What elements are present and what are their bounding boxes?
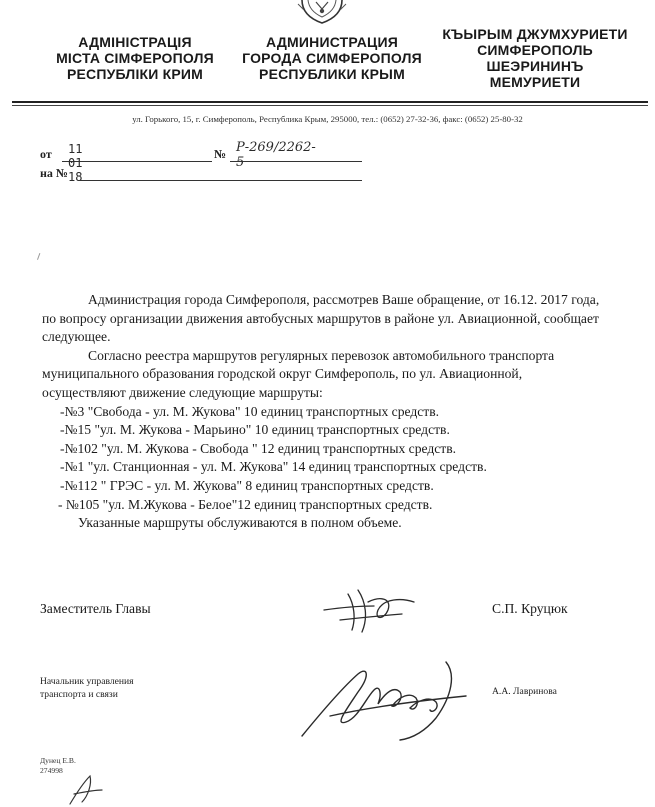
letterhead-russian bbox=[232, 34, 432, 82]
letterhead-divider-thin bbox=[12, 105, 648, 106]
route-item: - №105 "ул. М.Жукова - Белое"12 единиц транспортных средств. bbox=[58, 496, 433, 512]
route-item: -№1 "ул. Станционная - ул. М. Жукова" 14 единиц транспортных средств. bbox=[60, 459, 487, 475]
closing-paragraph: Указанные маршруты обслуживаются в полном объеме. bbox=[78, 515, 402, 531]
head-name: А.А. Лавринова bbox=[492, 686, 557, 697]
route-item: -№15 "ул. М. Жукова - Марьино" 10 единиц транспортных средств. bbox=[60, 422, 450, 438]
registry-paragraph: Согласно реестра маршрутов регулярных перевозок автомобильного транспорта муниципального образования городской округ Симферополь, по ул. Авиационной, осуществляют движение следующие маршруты: bbox=[42, 347, 555, 400]
letterhead-crimean-tatar bbox=[440, 26, 630, 90]
letterhead-line: ШЕЭРИНИНЪ bbox=[486, 58, 584, 74]
executor-name: Дунец Е.В. bbox=[40, 756, 76, 765]
letterhead-line: СИМФЕРОПОЛЬ bbox=[477, 42, 593, 58]
route-item: -№3 "Свобода - ул. М. Жукова" 10 единиц транспортных средств. bbox=[60, 403, 440, 419]
head-title bbox=[40, 676, 134, 701]
deputy-name: С.П. Круцюк bbox=[492, 601, 568, 616]
letterhead-divider bbox=[12, 101, 648, 103]
executor-mark bbox=[66, 772, 106, 807]
letterhead-line: ГОРОДА СИМФЕРОПОЛЯ bbox=[242, 50, 422, 66]
head-signature bbox=[296, 656, 476, 748]
intro-paragraph: Администрация города Симферополя, рассмотрев Ваше обращение, от 16.12. 2017 года, по вопросу организации движения автобусных маршрутов в районе ул. Авиационной, сообщает следующее. bbox=[42, 292, 600, 345]
from-label: от bbox=[40, 147, 52, 161]
handwritten-number: Р-269/2262-5 bbox=[236, 140, 316, 170]
letter-body bbox=[42, 291, 602, 533]
letterhead-line: РЕСПУБЛІКИ КРИМ bbox=[66, 66, 204, 82]
head-title-line: Начальник управления bbox=[40, 676, 134, 687]
letterhead-line: КЪЫРЫМ ДЖУМХУРИЕТИ bbox=[442, 26, 628, 42]
executor-phone: 274998 bbox=[40, 766, 63, 775]
to-number-underline bbox=[78, 166, 362, 181]
letterhead-line: РЕСПУБЛИКИ КРЫМ bbox=[259, 66, 405, 82]
letterhead-ukrainian bbox=[40, 34, 230, 82]
letterhead-line: МІСТА СІМФЕРОПОЛЯ bbox=[56, 50, 214, 66]
reference-to-row bbox=[40, 166, 68, 181]
deputy-title: Заместитель Главы bbox=[40, 601, 151, 616]
date-underline bbox=[62, 147, 212, 162]
deputy-signature bbox=[318, 584, 428, 636]
letterhead-line: МЕМУРИЕТИ bbox=[489, 74, 581, 90]
letterhead-line: АДМІНІСТРАЦІЯ bbox=[78, 34, 192, 50]
scan-artifact bbox=[37, 253, 46, 262]
route-item: -№112 " ГРЭС - ул. М. Жукова" 8 единиц транспортных средств. bbox=[60, 477, 434, 493]
number-label: № bbox=[214, 147, 227, 161]
to-label: на № bbox=[40, 166, 68, 180]
route-item: -№102 "ул. М. Жукова - Свобода " 12 единиц транспортных средств. bbox=[60, 440, 457, 456]
coat-of-arms-emblem bbox=[296, 0, 348, 24]
contact-address: ул. Горького, 15, г. Симферополь, Республика Крым, 295000, тел.: (0652) 27-32-36, факс: (0652) 25-80-32 bbox=[132, 114, 523, 124]
letterhead-line: АДМИНИСТРАЦИЯ bbox=[266, 34, 398, 50]
head-title-line: транспорта и связи bbox=[40, 688, 118, 700]
handwritten-date: 11 01 18 bbox=[68, 142, 83, 184]
